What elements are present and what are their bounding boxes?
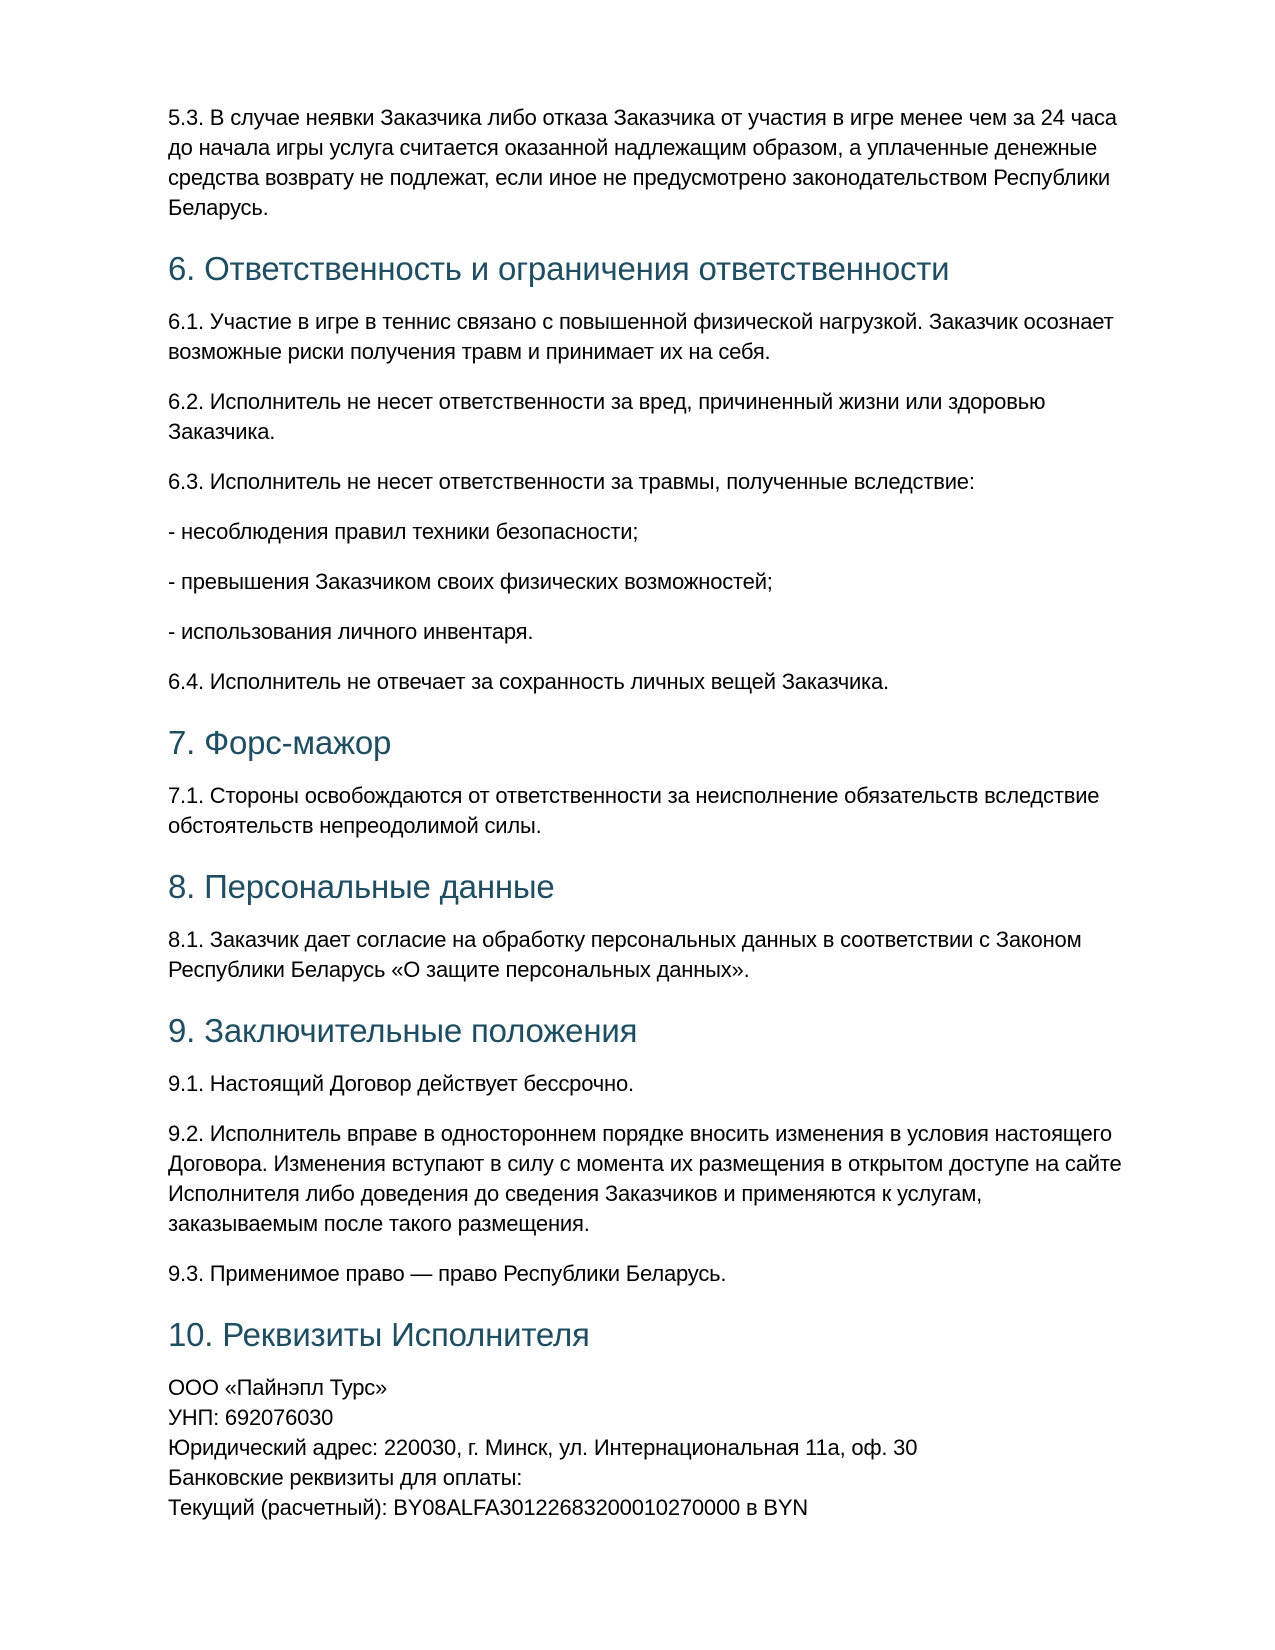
clause-6-4: 6.4. Исполнитель не отвечает за сохранность личных вещей Заказчика. xyxy=(168,669,889,694)
clause-6-2: 6.2. Исполнитель не несет ответственности за вред, причиненный жизни или здоровью Заказчика. xyxy=(168,389,1046,444)
company-name: ООО «Пайнэпл Турс» xyxy=(168,1375,388,1400)
company-details xyxy=(168,1373,1135,1523)
clause-5-3: 5.3. В случае неявки Заказчика либо отказа Заказчика от участия в игре менее чем за 24 часа до начала игры услуга считается оказанной надлежащим образом, а уплаченные денежные средства возврату не подлежат, если иное не предусмотрено законодательством Республики Беларусь. xyxy=(168,105,1117,220)
section-heading-7: 7. Форс-мажор xyxy=(168,724,392,761)
company-legal-address: Юридический адрес: 220030, г. Минск, ул. Интернациональная 11а, оф. 30 xyxy=(168,1435,918,1460)
company-unp: УНП: 692076030 xyxy=(168,1405,334,1430)
bank-account-line: Текущий (расчетный): BY08ALFA30122683200010270000 в BYN xyxy=(168,1495,808,1520)
section-heading-9: 9. Заключительные положения xyxy=(168,1012,638,1049)
contract-body xyxy=(168,103,1135,1523)
clause-6-3: 6.3. Исполнитель не несет ответственности за травмы, полученные вследствие: xyxy=(168,469,975,494)
list-item-safety-rules: - несоблюдения правил техники безопасности; xyxy=(168,519,639,544)
section-heading-8: 8. Персональные данные xyxy=(168,868,555,905)
bank-details-label: Банковские реквизиты для оплаты: xyxy=(168,1465,523,1490)
clause-9-1: 9.1. Настоящий Договор действует бессрочно. xyxy=(168,1071,634,1096)
clause-8-1: 8.1. Заказчик дает согласие на обработку персональных данных в соответствии с Законом Республики Беларусь «О защите персональных данных». xyxy=(168,927,1082,982)
clause-9-2: 9.2. Исполнитель вправе в одностороннем порядке вносить изменения в условия настоящего Договора. Изменения вступают в силу с момента их размещения в открытом доступе на сайте Исполнителя либо доведения до сведения Заказчиков и применяются к услугам, заказываемым после такого размещения. xyxy=(168,1121,1122,1236)
section-heading-10: 10. Реквизиты Исполнителя xyxy=(168,1316,590,1353)
clause-7-1: 7.1. Стороны освобождаются от ответственности за неисполнение обязательств вследствие обстоятельств непреодолимой силы. xyxy=(168,783,1100,838)
clause-6-1: 6.1. Участие в игре в теннис связано с повышенной физической нагрузкой. Заказчик осознает возможные риски получения травм и принимает их на себя. xyxy=(168,309,1114,364)
list-item-physical-limits: - превышения Заказчиком своих физических возможностей; xyxy=(168,569,773,594)
section-heading-6: 6. Ответственность и ограничения ответственности xyxy=(168,250,950,287)
clause-9-3: 9.3. Применимое право — право Республики Беларусь. xyxy=(168,1261,727,1286)
list-item-personal-equipment: - использования личного инвентаря. xyxy=(168,619,534,644)
